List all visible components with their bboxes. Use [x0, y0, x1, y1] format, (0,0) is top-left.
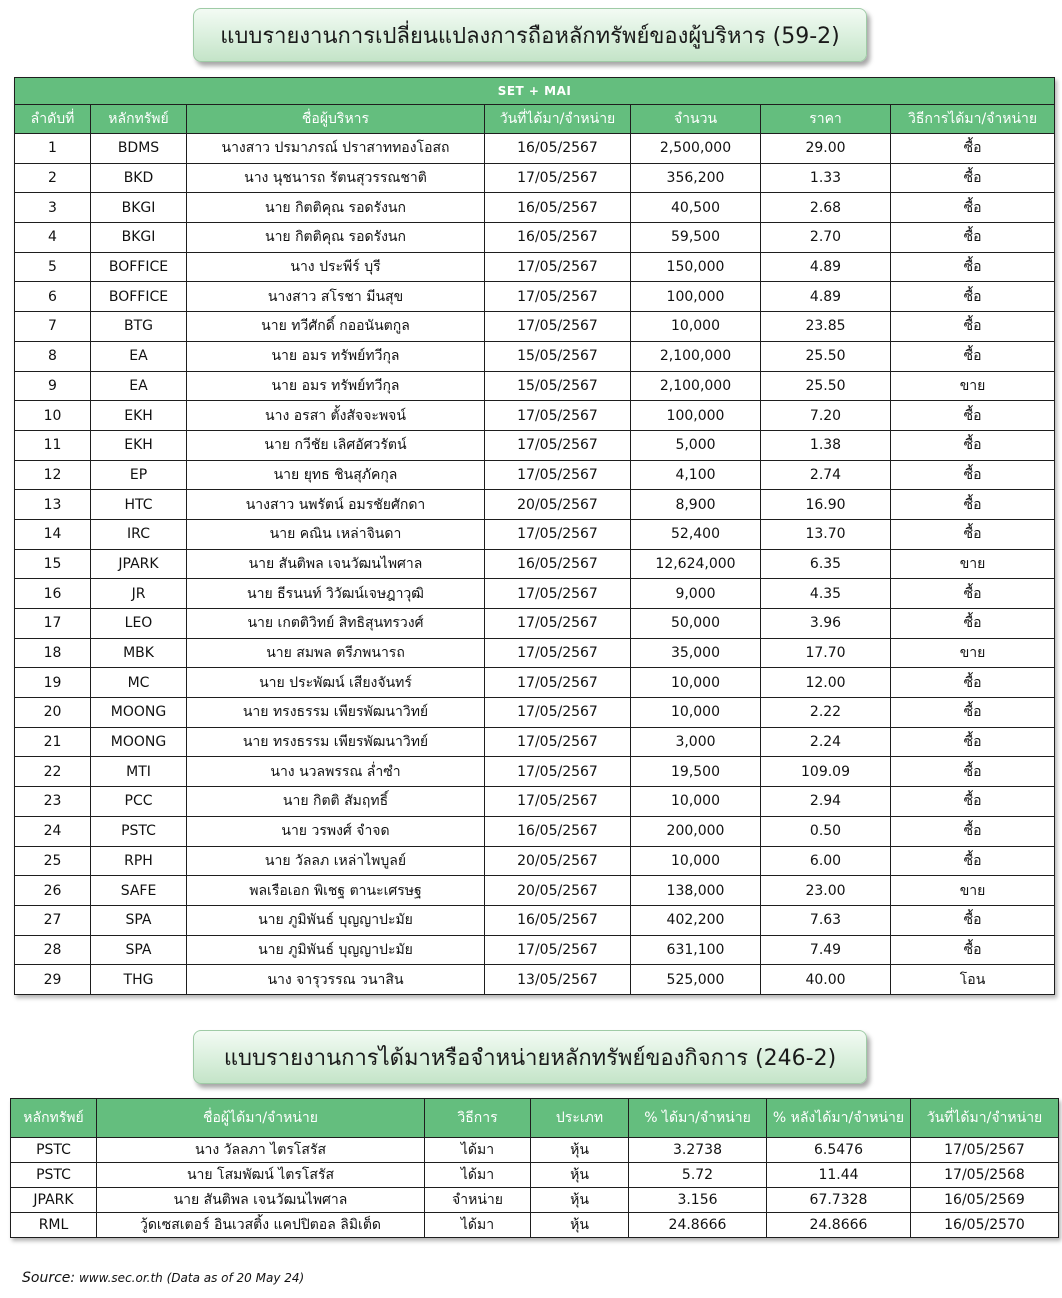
table-row	[15, 401, 1055, 431]
cell-executive-name: นาย กิตติคุณ รอดรังนก	[187, 223, 485, 253]
cell-date: 16/05/2567	[485, 193, 631, 223]
column-header-method: วิธีการ	[425, 1099, 531, 1138]
cell-date: 17/05/2567	[485, 519, 631, 549]
cell-security: HTC	[91, 490, 187, 520]
cell-no: 15	[15, 549, 91, 579]
column-header-date: วันที่ได้มา/จำหน่าย	[911, 1099, 1059, 1138]
cell-executive-name: นางสาว ปรมาภรณ์ ปราสาททองโอสถ	[187, 134, 485, 164]
table-row	[15, 163, 1055, 193]
cell-price: 4.89	[761, 282, 891, 312]
cell-price: 23.00	[761, 876, 891, 906]
cell-executive-name: นาง อรสา ตั้งสัจจะพจน์	[187, 401, 485, 431]
cell-security: BOFFICE	[91, 282, 187, 312]
report-246-2-title: แบบรายงานการได้มาหรือจำหน่ายหลักทรัพย์ของกิจการ (246-2)	[193, 1030, 867, 1084]
table-row	[15, 579, 1055, 609]
cell-executive-name: นางสาว สโรชา มีนสุข	[187, 282, 485, 312]
cell-date: 17/05/2567	[485, 163, 631, 193]
cell-security: RML	[11, 1213, 97, 1238]
table-row	[15, 282, 1055, 312]
cell-pct-after: 11.44	[767, 1163, 911, 1188]
table-row	[15, 460, 1055, 490]
table-row	[11, 1163, 1059, 1188]
cell-date: 17/05/2567	[485, 401, 631, 431]
cell-price: 12.00	[761, 668, 891, 698]
cell-volume: 5,000	[631, 430, 761, 460]
cell-date: 17/05/2567	[485, 579, 631, 609]
table-row	[15, 252, 1055, 282]
cell-price: 0.50	[761, 816, 891, 846]
cell-method: ซื้อ	[891, 430, 1055, 460]
cell-method: ซื้อ	[891, 935, 1055, 965]
cell-security: JR	[91, 579, 187, 609]
cell-no: 27	[15, 905, 91, 935]
cell-method: ซื้อ	[891, 787, 1055, 817]
table-row	[11, 1188, 1059, 1213]
cell-executive-name: พลเรือเอก พิเชฐ ตานะเศรษฐ	[187, 876, 485, 906]
cell-method: ขาย	[891, 638, 1055, 668]
cell-volume: 150,000	[631, 252, 761, 282]
cell-volume: 52,400	[631, 519, 761, 549]
cell-executive-name: นาย ทรงธรรม เพียรพัฒนาวิทย์	[187, 698, 485, 728]
cell-price: 2.22	[761, 698, 891, 728]
table-row	[15, 876, 1055, 906]
cell-acquirer-name: วู้ดเซสเตอร์ อินเวสติ้ง แคปปิตอล ลิมิเต็ด	[97, 1213, 425, 1238]
cell-volume: 9,000	[631, 579, 761, 609]
cell-no: 16	[15, 579, 91, 609]
cell-security: JPARK	[91, 549, 187, 579]
cell-no: 12	[15, 460, 91, 490]
executive-holdings-table	[14, 77, 1055, 995]
cell-security: MC	[91, 668, 187, 698]
cell-no: 18	[15, 638, 91, 668]
cell-no: 6	[15, 282, 91, 312]
cell-price: 7.20	[761, 401, 891, 431]
cell-price: 29.00	[761, 134, 891, 164]
column-header-no: ลำดับที่	[15, 105, 91, 134]
cell-method: ซื้อ	[891, 490, 1055, 520]
cell-method: ซื้อ	[891, 341, 1055, 371]
table-row	[15, 341, 1055, 371]
cell-volume: 525,000	[631, 965, 761, 995]
cell-security: SPA	[91, 905, 187, 935]
cell-security: MOONG	[91, 727, 187, 757]
cell-price: 6.35	[761, 549, 891, 579]
cell-executive-name: นาย ทวีศักดิ์ กออนันตกูล	[187, 312, 485, 342]
table-row	[15, 193, 1055, 223]
cell-method: ซื้อ	[891, 401, 1055, 431]
cell-security: EP	[91, 460, 187, 490]
cell-no: 1	[15, 134, 91, 164]
cell-method: ขาย	[891, 876, 1055, 906]
cell-no: 21	[15, 727, 91, 757]
source-note	[22, 1270, 304, 1286]
cell-executive-name: นาย คณิน เหล่าจินดา	[187, 519, 485, 549]
cell-no: 3	[15, 193, 91, 223]
cell-executive-name: นาย ภูมิพันธ์ บุญญาปะมัย	[187, 935, 485, 965]
column-header-method: วิธีการได้มา/จำหน่าย	[891, 105, 1055, 134]
cell-no: 10	[15, 401, 91, 431]
cell-type: หุ้น	[531, 1213, 629, 1238]
cell-date: 16/05/2567	[485, 134, 631, 164]
cell-pct-change: 5.72	[629, 1163, 767, 1188]
cell-executive-name: นาย อมร ทรัพย์ทวีกุล	[187, 341, 485, 371]
cell-method: ซื้อ	[891, 846, 1055, 876]
cell-executive-name: นาย กิตติ สัมฤทธิ์	[187, 787, 485, 817]
cell-executive-name: นาย วัลลภ เหล่าไพบูลย์	[187, 846, 485, 876]
cell-security: MOONG	[91, 698, 187, 728]
cell-acquirer-name: นาย โสมพัฒน์ ไตรโสรัส	[97, 1163, 425, 1188]
cell-price: 2.74	[761, 460, 891, 490]
cell-volume: 2,100,000	[631, 341, 761, 371]
cell-security: BKD	[91, 163, 187, 193]
column-header-type: ประเภท	[531, 1099, 629, 1138]
cell-security: BDMS	[91, 134, 187, 164]
cell-date: 16/05/2567	[485, 549, 631, 579]
cell-date: 15/05/2567	[485, 371, 631, 401]
cell-price: 16.90	[761, 490, 891, 520]
cell-security: EKH	[91, 401, 187, 431]
cell-pct-change: 24.8666	[629, 1213, 767, 1238]
table-row	[15, 846, 1055, 876]
cell-no: 20	[15, 698, 91, 728]
table-row	[15, 312, 1055, 342]
cell-method: ซื้อ	[891, 460, 1055, 490]
cell-price: 3.96	[761, 609, 891, 639]
cell-method: ซื้อ	[891, 668, 1055, 698]
cell-volume: 10,000	[631, 312, 761, 342]
cell-volume: 631,100	[631, 935, 761, 965]
column-header-pct-change: % ได้มา/จำหน่าย	[629, 1099, 767, 1138]
column-header-acquirer-name: ชื่อผู้ได้มา/จำหน่าย	[97, 1099, 425, 1138]
cell-date: 17/05/2567	[485, 460, 631, 490]
cell-volume: 356,200	[631, 163, 761, 193]
cell-price: 7.49	[761, 935, 891, 965]
cell-security: JPARK	[11, 1188, 97, 1213]
column-header-executive-name: ชื่อผู้บริหาร	[187, 105, 485, 134]
table-row	[15, 223, 1055, 253]
cell-volume: 200,000	[631, 816, 761, 846]
cell-date: 17/05/2567	[485, 787, 631, 817]
cell-volume: 4,100	[631, 460, 761, 490]
cell-security: MBK	[91, 638, 187, 668]
cell-date: 20/05/2567	[485, 846, 631, 876]
table-row	[15, 638, 1055, 668]
cell-executive-name: นาย ยุทธ ชินสุภัคกุล	[187, 460, 485, 490]
cell-method: ซื้อ	[891, 252, 1055, 282]
cell-pct-change: 3.156	[629, 1188, 767, 1213]
cell-security: EA	[91, 341, 187, 371]
cell-no: 2	[15, 163, 91, 193]
table-row	[15, 371, 1055, 401]
table-row	[15, 668, 1055, 698]
cell-date: 17/05/2567	[485, 609, 631, 639]
cell-security: PSTC	[91, 816, 187, 846]
cell-date: 20/05/2567	[485, 876, 631, 906]
cell-method: ซื้อ	[891, 816, 1055, 846]
cell-date: 17/05/2567	[485, 727, 631, 757]
cell-executive-name: นางสาว นพรัตน์ อมรชัยศักดา	[187, 490, 485, 520]
cell-price: 1.38	[761, 430, 891, 460]
cell-volume: 3,000	[631, 727, 761, 757]
cell-pct-change: 3.2738	[629, 1138, 767, 1163]
cell-volume: 2,100,000	[631, 371, 761, 401]
cell-volume: 50,000	[631, 609, 761, 639]
cell-date: 17/05/2567	[485, 252, 631, 282]
cell-price: 2.68	[761, 193, 891, 223]
cell-executive-name: นาย ธีรนนท์ วิวัฒน์เจษฎาวุฒิ	[187, 579, 485, 609]
market-band: SET + MAI	[15, 78, 1055, 105]
cell-price: 40.00	[761, 965, 891, 995]
table-row	[15, 519, 1055, 549]
cell-method: ซื้อ	[891, 609, 1055, 639]
cell-volume: 8,900	[631, 490, 761, 520]
column-header-security: หลักทรัพย์	[91, 105, 187, 134]
column-header-volume: จำนวน	[631, 105, 761, 134]
cell-method: ซื้อ	[891, 698, 1055, 728]
cell-method: ได้มา	[425, 1138, 531, 1163]
cell-volume: 2,500,000	[631, 134, 761, 164]
cell-no: 9	[15, 371, 91, 401]
cell-executive-name: นาง จารุวรรณ วนาสิน	[187, 965, 485, 995]
cell-volume: 10,000	[631, 846, 761, 876]
cell-security: SAFE	[91, 876, 187, 906]
cell-no: 13	[15, 490, 91, 520]
cell-date: 17/05/2567	[485, 638, 631, 668]
cell-executive-name: นาย กวีชัย เลิศอัศวรัตน์	[187, 430, 485, 460]
cell-volume: 100,000	[631, 282, 761, 312]
cell-no: 25	[15, 846, 91, 876]
cell-no: 22	[15, 757, 91, 787]
cell-no: 5	[15, 252, 91, 282]
cell-method: โอน	[891, 965, 1055, 995]
cell-volume: 19,500	[631, 757, 761, 787]
column-header-date: วันที่ได้มา/จำหน่าย	[485, 105, 631, 134]
cell-method: ซื้อ	[891, 312, 1055, 342]
table-row	[15, 609, 1055, 639]
table-row	[15, 905, 1055, 935]
cell-volume: 138,000	[631, 876, 761, 906]
cell-date: 17/05/2567	[485, 430, 631, 460]
cell-type: หุ้น	[531, 1188, 629, 1213]
cell-price: 17.70	[761, 638, 891, 668]
cell-date: 17/05/2567	[485, 698, 631, 728]
cell-security: PSTC	[11, 1138, 97, 1163]
cell-volume: 10,000	[631, 787, 761, 817]
cell-date: 17/05/2568	[911, 1163, 1059, 1188]
cell-price: 4.89	[761, 252, 891, 282]
source-text: www.sec.or.th (Data as of 20 May 24)	[78, 1271, 305, 1285]
cell-method: ซื้อ	[891, 905, 1055, 935]
cell-no: 26	[15, 876, 91, 906]
cell-date: 17/05/2567	[485, 935, 631, 965]
cell-acquirer-name: นาง วัลลภา ไตรโสรัส	[97, 1138, 425, 1163]
cell-volume: 402,200	[631, 905, 761, 935]
cell-executive-name: นาย สันติพล เจนวัฒนไพศาล	[187, 549, 485, 579]
cell-security: SPA	[91, 935, 187, 965]
cell-no: 29	[15, 965, 91, 995]
cell-no: 7	[15, 312, 91, 342]
table-row	[15, 935, 1055, 965]
cell-security: RPH	[91, 846, 187, 876]
cell-no: 14	[15, 519, 91, 549]
cell-date: 16/05/2567	[485, 905, 631, 935]
cell-date: 17/05/2567	[485, 282, 631, 312]
cell-executive-name: นาย ภูมิพันธ์ บุญญาปะมัย	[187, 905, 485, 935]
cell-security: LEO	[91, 609, 187, 639]
cell-method: ซื้อ	[891, 757, 1055, 787]
cell-volume: 40,500	[631, 193, 761, 223]
cell-executive-name: นาย อมร ทรัพย์ทวีกุล	[187, 371, 485, 401]
source-label: Source:	[22, 1270, 76, 1286]
cell-date: 13/05/2567	[485, 965, 631, 995]
cell-date: 16/05/2567	[485, 816, 631, 846]
table-row	[15, 816, 1055, 846]
cell-security: BOFFICE	[91, 252, 187, 282]
cell-no: 4	[15, 223, 91, 253]
cell-method: ซื้อ	[891, 727, 1055, 757]
cell-price: 109.09	[761, 757, 891, 787]
table-row	[15, 134, 1055, 164]
cell-price: 7.63	[761, 905, 891, 935]
table-row	[15, 698, 1055, 728]
cell-no: 8	[15, 341, 91, 371]
cell-price: 2.94	[761, 787, 891, 817]
cell-security: MTI	[91, 757, 187, 787]
cell-executive-name: นาย ประพัฒน์ เสียงจันทร์	[187, 668, 485, 698]
cell-method: ซื้อ	[891, 282, 1055, 312]
table-row	[11, 1138, 1059, 1163]
cell-executive-name: นาย เกตติวิทย์ สิทธิสุนทรวงศ์	[187, 609, 485, 639]
cell-type: หุ้น	[531, 1138, 629, 1163]
cell-method: ซื้อ	[891, 223, 1055, 253]
cell-volume: 12,624,000	[631, 549, 761, 579]
cell-security: BKGI	[91, 223, 187, 253]
cell-no: 11	[15, 430, 91, 460]
cell-pct-after: 67.7328	[767, 1188, 911, 1213]
column-header-price: ราคา	[761, 105, 891, 134]
cell-date: 16/05/2569	[911, 1188, 1059, 1213]
cell-executive-name: นาง นุชนารถ รัตนสุวรรณชาติ	[187, 163, 485, 193]
report-59-2-title: แบบรายงานการเปลี่ยนแปลงการถือหลักทรัพย์ของผู้บริหาร (59-2)	[193, 8, 867, 62]
cell-volume: 100,000	[631, 401, 761, 431]
cell-date: 17/05/2567	[911, 1138, 1059, 1163]
cell-volume: 10,000	[631, 698, 761, 728]
cell-price: 2.70	[761, 223, 891, 253]
cell-executive-name: นาย สมพล ตรีภพนารถ	[187, 638, 485, 668]
cell-date: 15/05/2567	[485, 341, 631, 371]
table-row	[15, 757, 1055, 787]
cell-security: BTG	[91, 312, 187, 342]
cell-pct-after: 24.8666	[767, 1213, 911, 1238]
cell-price: 25.50	[761, 371, 891, 401]
cell-method: ซื้อ	[891, 579, 1055, 609]
cell-date: 20/05/2567	[485, 490, 631, 520]
table-row	[11, 1213, 1059, 1238]
cell-method: ขาย	[891, 549, 1055, 579]
cell-price: 6.00	[761, 846, 891, 876]
cell-volume: 35,000	[631, 638, 761, 668]
cell-security: PCC	[91, 787, 187, 817]
cell-type: หุ้น	[531, 1163, 629, 1188]
cell-date: 16/05/2567	[485, 223, 631, 253]
cell-method: ขาย	[891, 371, 1055, 401]
cell-price: 23.85	[761, 312, 891, 342]
cell-security: BKGI	[91, 193, 187, 223]
cell-method: ซื้อ	[891, 134, 1055, 164]
cell-executive-name: นาง ประพีร์ บุรี	[187, 252, 485, 282]
cell-method: จำหน่าย	[425, 1188, 531, 1213]
cell-no: 24	[15, 816, 91, 846]
table-row	[15, 727, 1055, 757]
cell-method: ซื้อ	[891, 519, 1055, 549]
cell-executive-name: นาย ทรงธรรม เพียรพัฒนาวิทย์	[187, 727, 485, 757]
cell-date: 17/05/2567	[485, 757, 631, 787]
column-header-pct-after: % หลังได้มา/จำหน่าย	[767, 1099, 911, 1138]
cell-method: ได้มา	[425, 1213, 531, 1238]
table-row	[15, 787, 1055, 817]
cell-security: EKH	[91, 430, 187, 460]
column-header-security: หลักทรัพย์	[11, 1099, 97, 1138]
cell-acquirer-name: นาย สันติพล เจนวัฒนไพศาล	[97, 1188, 425, 1213]
cell-no: 17	[15, 609, 91, 639]
table-row	[15, 430, 1055, 460]
cell-executive-name: นาย กิตติคุณ รอดรังนก	[187, 193, 485, 223]
cell-price: 25.50	[761, 341, 891, 371]
cell-security: EA	[91, 371, 187, 401]
cell-price: 1.33	[761, 163, 891, 193]
cell-price: 13.70	[761, 519, 891, 549]
cell-security: PSTC	[11, 1163, 97, 1188]
cell-method: ซื้อ	[891, 193, 1055, 223]
cell-pct-after: 6.5476	[767, 1138, 911, 1163]
cell-security: IRC	[91, 519, 187, 549]
table-row	[15, 965, 1055, 995]
cell-method: ได้มา	[425, 1163, 531, 1188]
cell-no: 28	[15, 935, 91, 965]
cell-executive-name: นาง นวลพรรณ ล่ำซำ	[187, 757, 485, 787]
cell-method: ซื้อ	[891, 163, 1055, 193]
cell-date: 17/05/2567	[485, 312, 631, 342]
company-acquisition-table	[10, 1098, 1059, 1238]
cell-date: 17/05/2567	[485, 668, 631, 698]
cell-volume: 59,500	[631, 223, 761, 253]
cell-executive-name: นาย วรพงศ์ จำจด	[187, 816, 485, 846]
table-row	[15, 549, 1055, 579]
cell-security: THG	[91, 965, 187, 995]
cell-price: 4.35	[761, 579, 891, 609]
cell-price: 2.24	[761, 727, 891, 757]
cell-volume: 10,000	[631, 668, 761, 698]
table-row	[15, 490, 1055, 520]
cell-date: 16/05/2570	[911, 1213, 1059, 1238]
cell-no: 19	[15, 668, 91, 698]
cell-no: 23	[15, 787, 91, 817]
